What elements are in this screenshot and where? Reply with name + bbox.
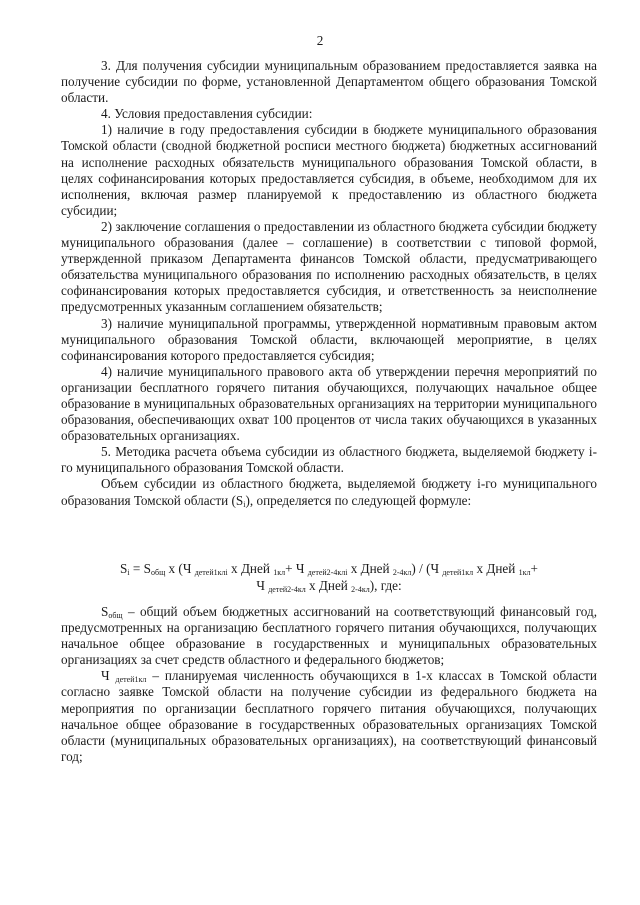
paragraph-3: 3. Для получения субсидии муниципальным образованием предоставляется заявка на получение субсидии по форме, установленной Департаментом общего образования Томской области. (61, 58, 597, 106)
condition-1: 1) наличие в году предоставления субсидии в бюджете муниципального образования Томской области (сводной бюджетной росписи местного бюджета) бюджетных ассигнований на исполнение расходных обязательств муниципального образования Томской области, в целях софинансирования которых предоставляется субсидия, в объеме, необходимом для их исполнения, включая размер планируемой к предоставлению из областного бюджета субсидии; (61, 122, 597, 218)
formula (61, 560, 597, 594)
condition-3: 3) наличие муниципальной программы, утвержденной нормативным правовым актом муниципального образования Томской области, включающей мероприятие, в целях софинансирования которого предоставляется субсидия; (61, 315, 597, 363)
definition-s-obsh: $S_{общ}$ – общий объем бюджетных ассигнований на соответствующий финансовый год, предусмотренных на организацию бесплатного горячего питания обучающихся, получающих начальное общее образование в государственных и муниципальных образовательных организациях за счет средств областного и федерального бюджетов; (61, 604, 597, 668)
page-number: 2 (316, 33, 324, 48)
document-body (61, 58, 597, 509)
condition-2: 2) заключение соглашения о предоставлении из областного бюджета субсидии бюджету муниципального образования (далее – соглашение) в соответствии с типовой формой, утвержденной приказом Департамента финансов Томской области, предусматривающего обязательства муниципального образования по исполнению расходных обязательств, в целях софинансирования которых предоставляется субсидия, и ответственность за неисполнение предусмотренных указанным соглашением обязательств; (61, 218, 597, 315)
definition-ch-deti-1kl: Ч $_{детей1кл}$ – планируемая численность обучающихся в 1-х классах в Томской области согласно заявке Томской области на получение субсидии из федерального бюджета на мероприятия по организации бесплатного горячего питания обучающихся, получающих начальное общее образование в государственных образовательных организациях Томской области (муниципальных образовательных организациях), на соответствующий финансовый год; (61, 668, 597, 764)
definitions (61, 604, 597, 765)
paragraph-4: 4. Условия предоставления субсидии: (101, 106, 313, 122)
paragraph-5: 5. Методика расчета объема субсидии из областного бюджета, выделяемой бюджету i-го муниципального образования Томской области. (61, 444, 597, 476)
formula-line-2: Ч $_{детей2-4кл}$ x Дней $_{2-4кл}$), где: (256, 578, 402, 594)
formula-line-1: $S_i = S_{общ}$ x (Ч $_{детей1клi}$ x Дней $_{1кл}$+ Ч $_{детей2-4клi}$ x Дней $_{2-4кл}$) / (Ч $_{детей1кл}$ x Дней $_{1кл}$+ (120, 561, 538, 577)
formula-intro: Объем субсидии из областного бюджета, выделяемой бюджету i-го муниципального образования Томской области $(S_i)$, определяется по следующей формуле: (61, 476, 597, 509)
condition-4: 4) наличие муниципального правового акта об утверждении перечня мероприятий по организации бесплатного горячего питания обучающихся, получающих начальное общее образование в муниципальных образовательных организациях на территории муниципального образования, обеспечивающих охват 100 процентов от числа таких обучающихся в указанных образовательных организациях. (61, 363, 597, 444)
